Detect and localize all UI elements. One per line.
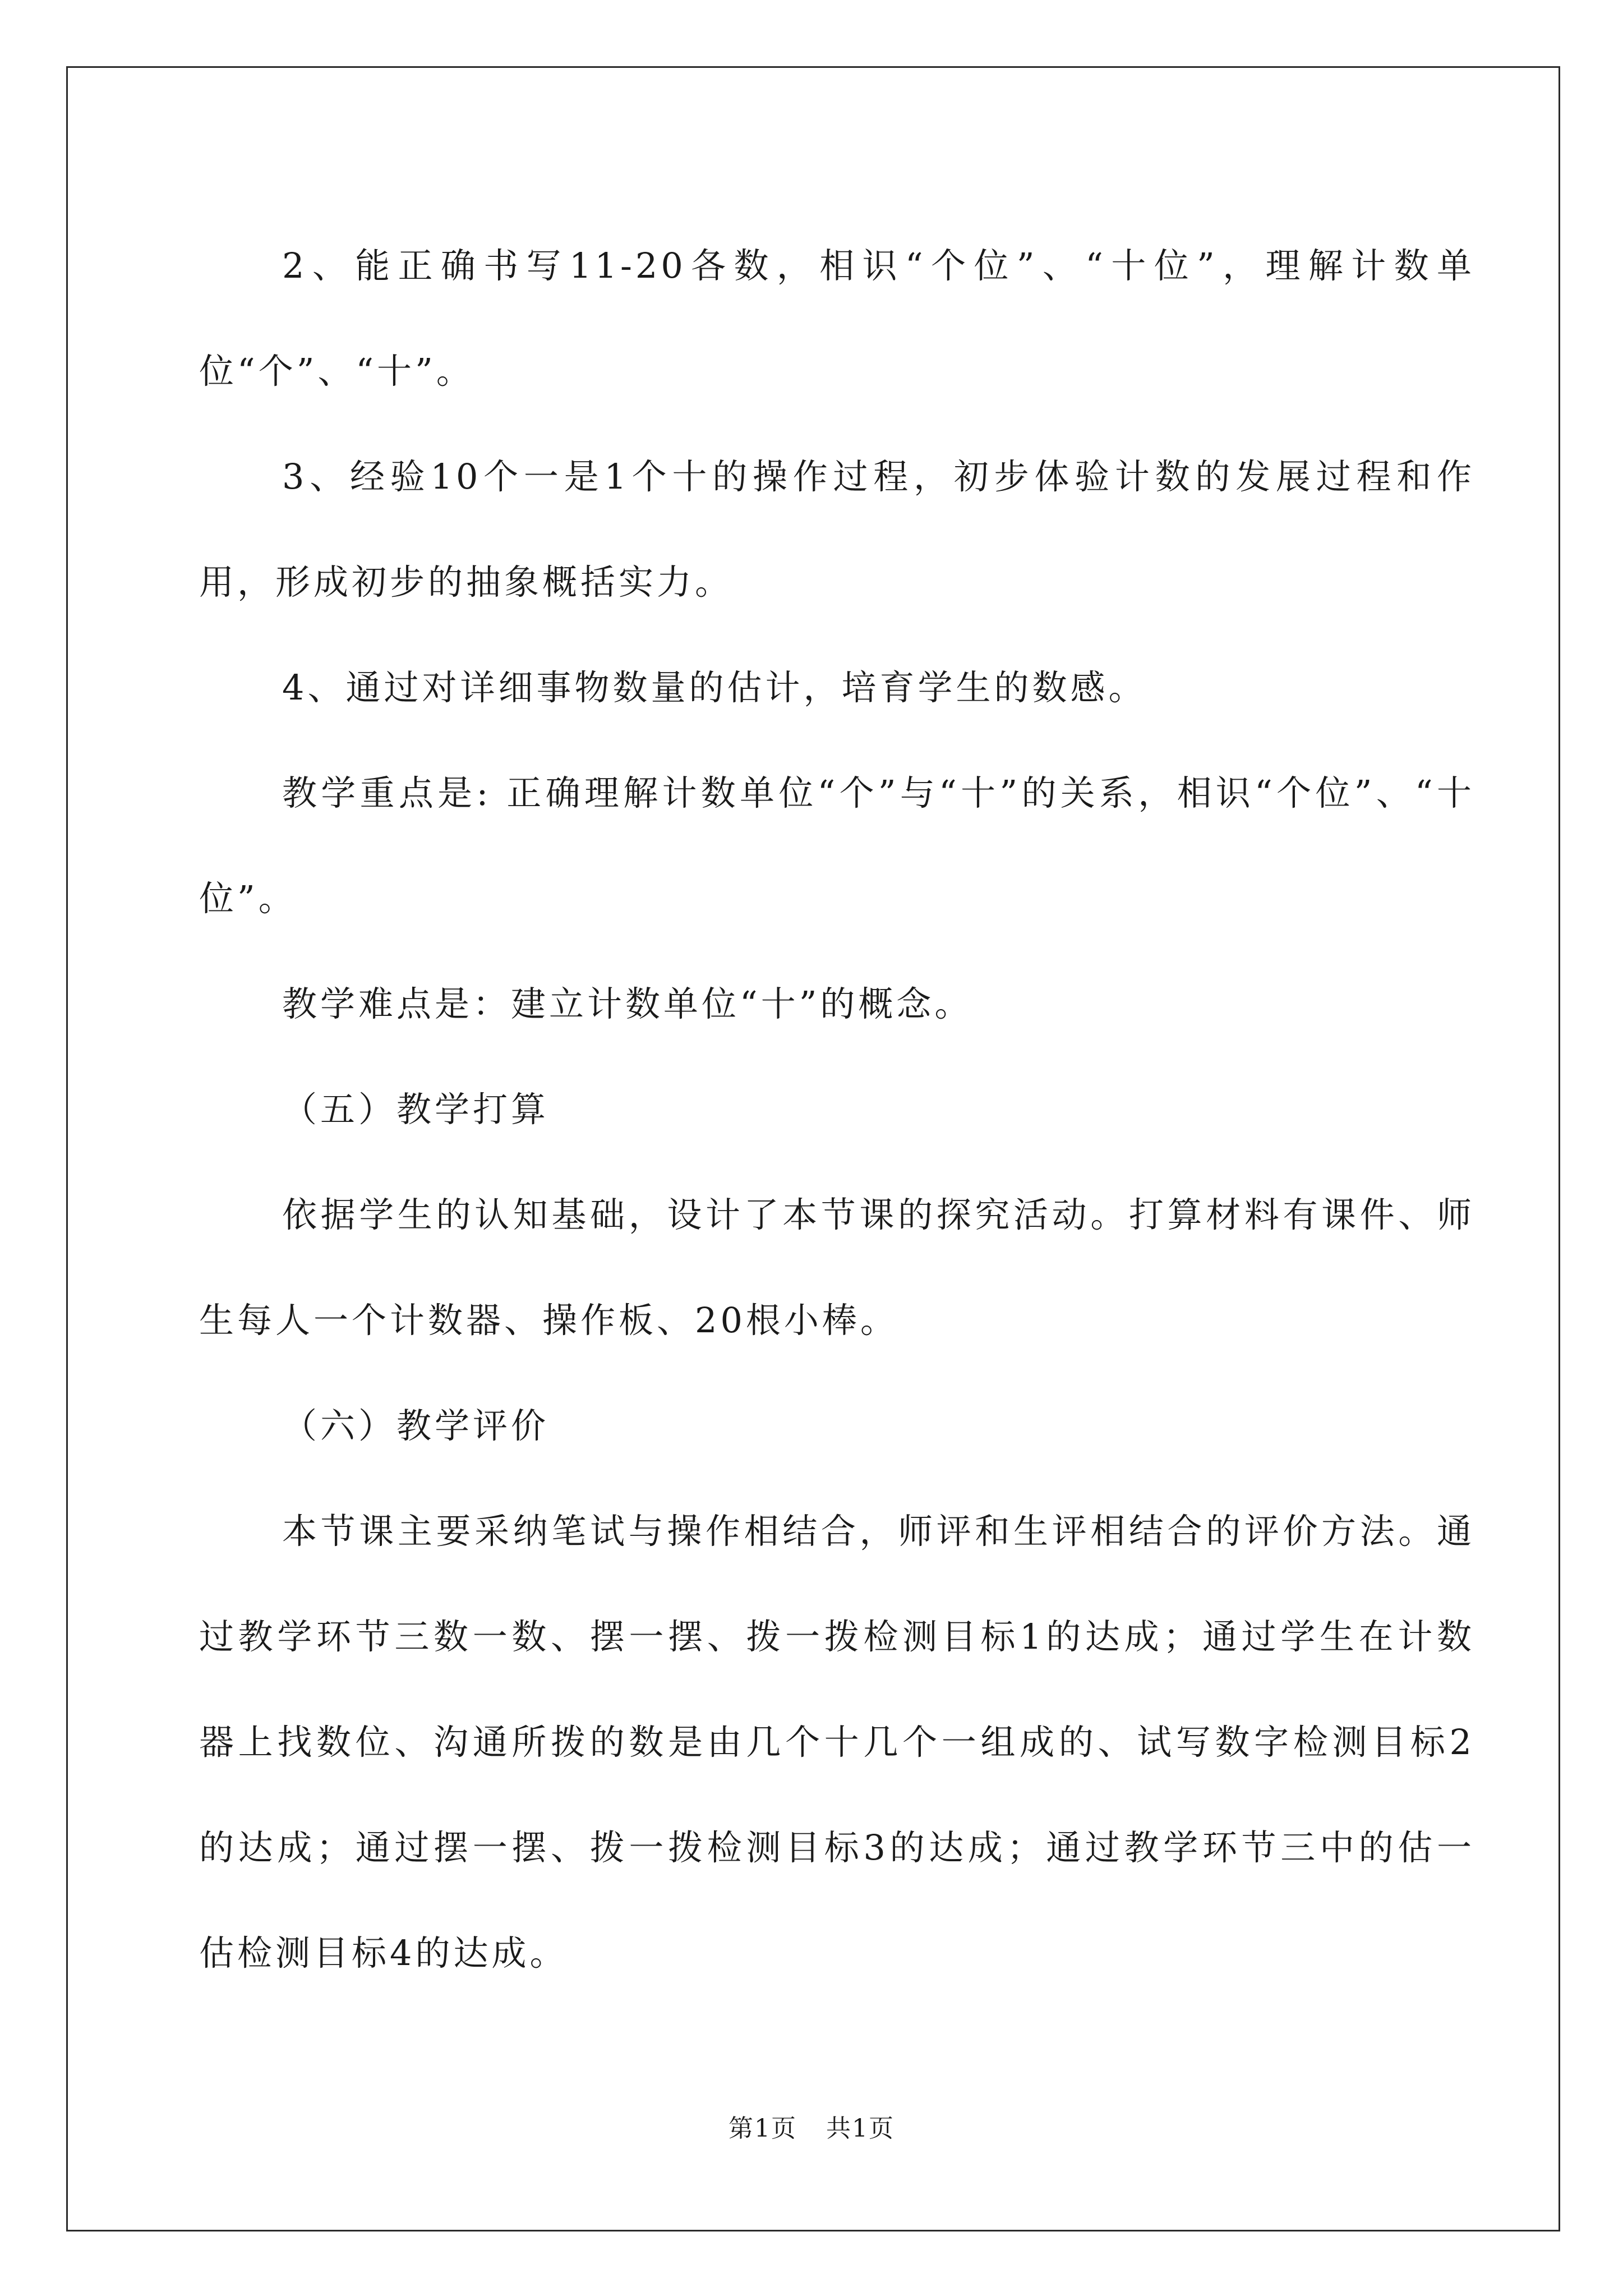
- paragraph-evaluation: 本节课主要采纳笔试与操作相结合，师评和生评相结合的评价方法。通过教学环节三数一数、摆一摆、拨一拨检测目标1的达成；通过学生在计数器上找数位、沟通所拨的数是由几个十几个一组成的、试写数字检测目标2的达成；通过摆一摆、拨一拨检测目标3的达成；通过教学环节三中的估一估检测目标4的达成。: [199, 1511, 1475, 1973]
- paragraph-difficulty: 教学难点是：建立计数单位“十”的概念。: [282, 983, 973, 1024]
- paragraph-objective-2: 2、能正确书写11-20各数，相识“个位”、“十位”，理解计数单位“个”、“十”。: [199, 245, 1475, 392]
- paragraph-preparation: 依据学生的认知基础，设计了本节课的探究活动。打算材料有课件、师生每人一个计数器、操作板、20根小棒。: [199, 1194, 1475, 1341]
- page-total: 共1页: [826, 2114, 895, 2143]
- paragraph-objective-3: 3、经验10个一是1个十的操作过程，初步体验计数的发展过程和作用，形成初步的抽象概括实力。: [199, 456, 1475, 602]
- page-current: 第1页: [728, 2114, 797, 2143]
- page-footer: [0, 2108, 1623, 2144]
- paragraph-objective-4: 4、通过对详细事物数量的估计，培育学生的数感。: [282, 667, 1147, 708]
- section-heading-evaluation: （六）教学评价: [282, 1405, 550, 1446]
- section-heading-preparation: （五）教学打算: [282, 1089, 550, 1130]
- document-body: [199, 213, 1475, 2006]
- paragraph-key-point: 教学重点是: 正确理解计数单位“个”与“十”的关系，相识“个位”、“十位”。: [199, 772, 1475, 919]
